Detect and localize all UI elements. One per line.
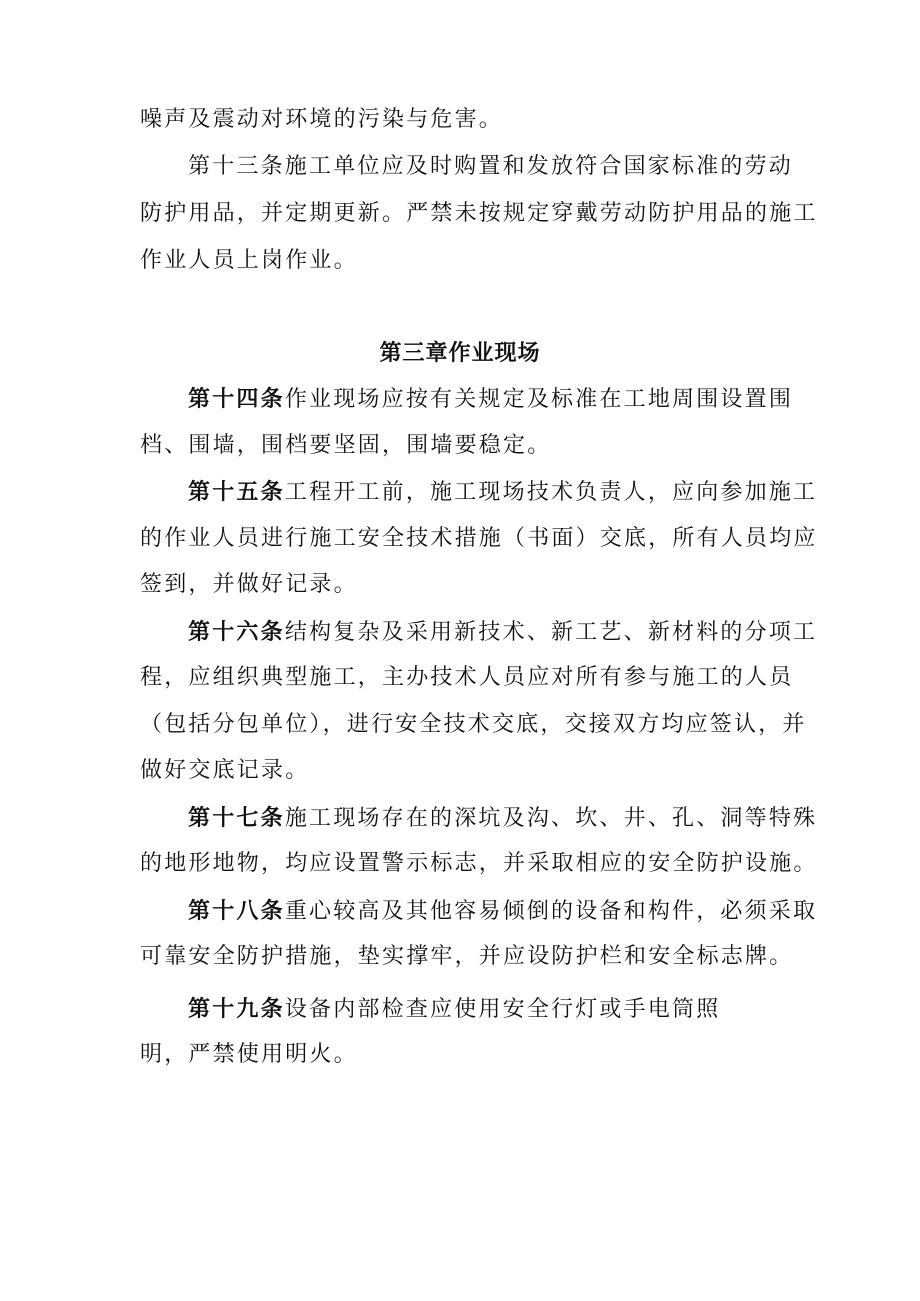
text-line: 做好交底记录。 [140, 758, 310, 783]
article-15 [188, 477, 817, 508]
article-number: 第十九条 [188, 996, 285, 1022]
article-18 [188, 896, 817, 927]
text-line: 的地形地物，均应设置警示标志，并采取相应的安全防护设施。 [140, 851, 818, 876]
article-number: 第十六条 [188, 619, 285, 645]
text-line: 签到，并做好记录。 [140, 572, 358, 597]
article-16 [188, 617, 817, 648]
text-line: 档、围墙，围档要坚固，围墙要稳定。 [140, 433, 552, 458]
text-line: （包括分包单位），进行安全技术交底，交接双方均应签认，并 [140, 712, 807, 737]
article-text: 设备内部检查应使用安全行灯或手电筒照 [284, 997, 721, 1022]
article-number: 第十四条 [188, 386, 285, 412]
article-14 [188, 384, 793, 415]
article-text: 重心较高及其他容易倾倒的设备和构件，必须采取 [284, 899, 818, 924]
text-line: 噪声及震动对环境的污染与危害。 [140, 107, 504, 132]
text-line: 明，严禁使用明火。 [140, 1042, 358, 1067]
article-19 [188, 994, 720, 1025]
text-line: 的作业人员进行施工安全技术措施（书面）交底，所有人员均应 [140, 526, 818, 551]
article-number: 第十七条 [188, 805, 285, 831]
chapter-title: 第三章作业现场 [379, 340, 541, 366]
article-text: 施工现场存在的深坑及沟、坎、井、孔、洞等特殊 [284, 806, 818, 831]
text-line: 作业人员上岗作业。 [140, 248, 358, 273]
text-line: 可靠安全防护措施，垫实撑牢，并应设防护栏和安全标志牌。 [140, 944, 794, 969]
text-line: 防护用品，并定期更新。严禁未按规定穿戴劳动防护用品的施工 [140, 201, 818, 226]
article-number: 第十八条 [188, 898, 285, 924]
text-line: 程，应组织典型施工，主办技术人员应对所有参与施工的人员 [140, 665, 794, 690]
article-number: 第十五条 [188, 479, 285, 505]
article-text: 结构复杂及采用新技术、新工艺、新材料的分项工 [284, 620, 818, 645]
article-13-line-1: 第十三条施工单位应及时购置和发放符合国家标准的劳动 [188, 154, 794, 179]
article-text: 工程开工前，施工现场技术负责人，应向参加施工 [284, 480, 818, 505]
article-text: 作业现场应按有关规定及标准在工地周围设置围 [284, 387, 794, 412]
article-17 [188, 803, 817, 834]
